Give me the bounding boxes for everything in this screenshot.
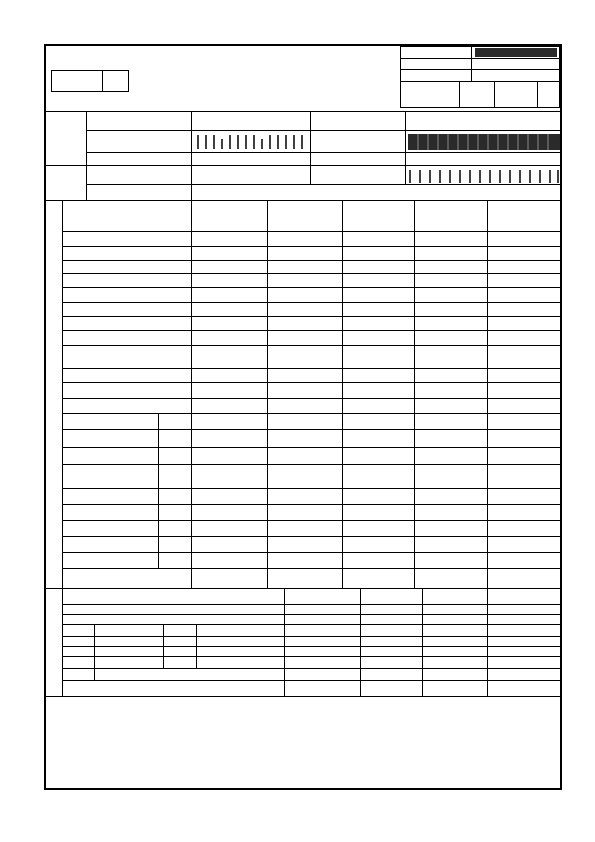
spouse-number-boxes[interactable]	[408, 168, 560, 186]
form-frame	[44, 44, 562, 790]
id-number-boxes[interactable]	[196, 134, 306, 152]
office-info-box	[400, 46, 560, 108]
form-code-box	[51, 70, 129, 92]
